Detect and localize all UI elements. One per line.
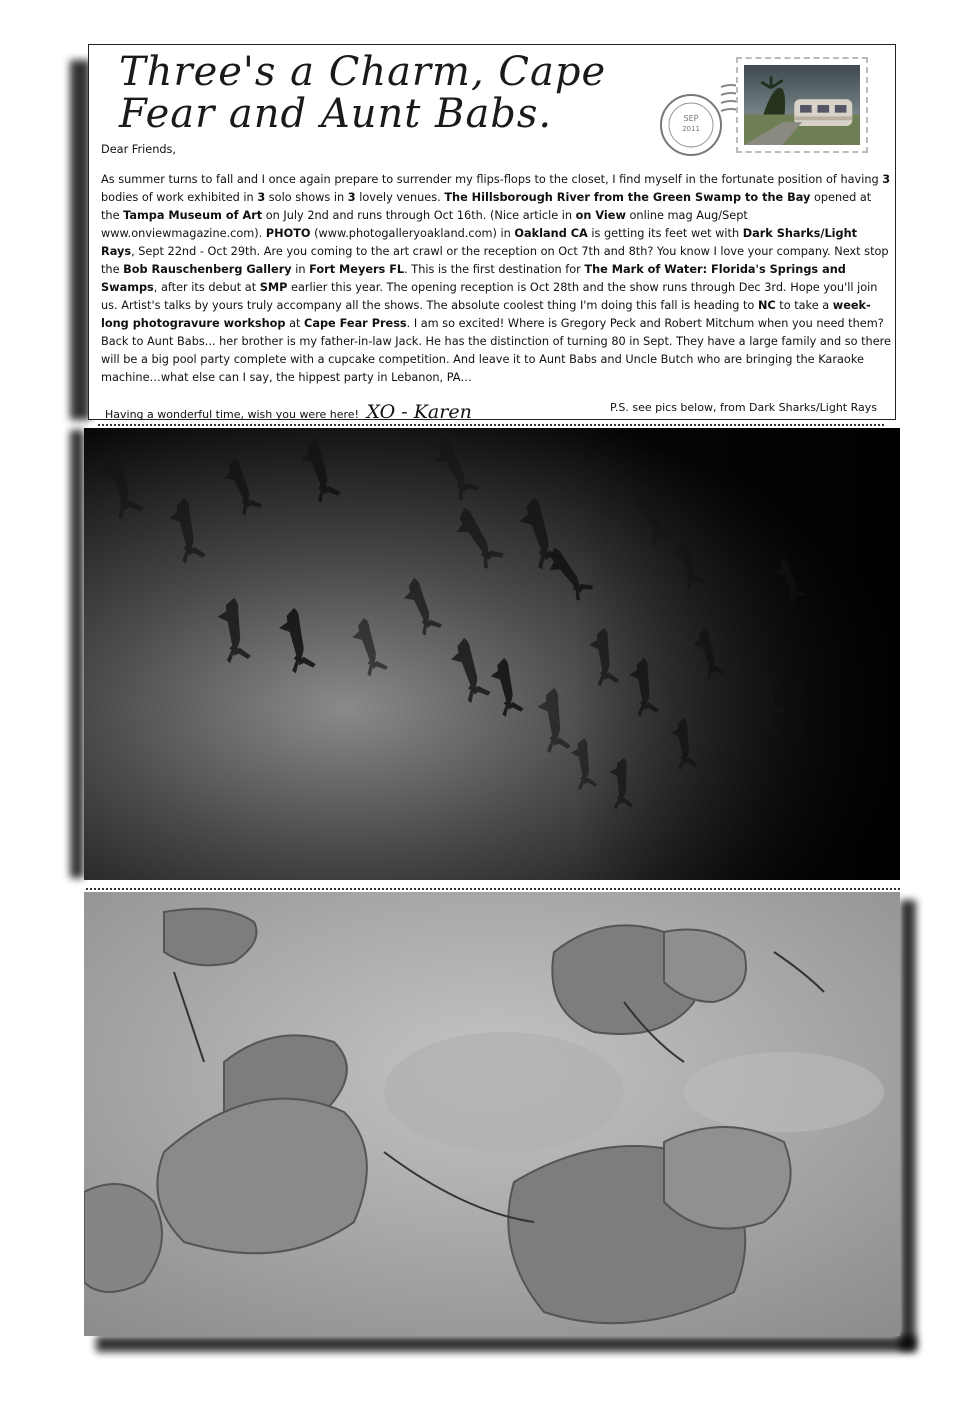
text-run: on July 2nd and runs through Oct 16th. (Nice article in <box>262 209 576 222</box>
text-run: to take a <box>775 299 833 312</box>
bold-phrase: PHOTO <box>265 227 311 240</box>
bold-phrase: NC <box>757 299 776 312</box>
text-run: . I am so excited! Where is Gregory Peck and Robert Mitchum when you need them? Back to Aunt Babs... her brother is my father-in-law Jack. He has the distinction of turning 80 in Sept. They have a large family and so there will be a big pool party complete with a cupcake competition. And leave it to Aunt Babs and Uncle Butch who are bringing the Karaoke machine…what else can I say, the hippest party in Lebanon, PA… <box>101 317 891 384</box>
greeting: Dear Friends, <box>101 143 177 156</box>
trailer-stamp-icon <box>736 57 868 153</box>
bold-phrase: Fort Meyers FL <box>309 263 405 276</box>
bold-phrase: The Hillsborough River from the Green Swamp to the Bay <box>444 191 811 204</box>
svg-text:2011: 2011 <box>682 125 700 133</box>
photo1-shadow <box>70 430 84 878</box>
letter-body <box>101 141 891 387</box>
photo2-shadow <box>96 1336 916 1352</box>
hammerhead-sharks-photo <box>84 428 900 880</box>
stingrays-photo <box>84 892 900 1336</box>
svg-text:SEP: SEP <box>683 114 699 123</box>
bold-phrase: on View <box>575 209 626 222</box>
text-run: earlier this year. The opening reception is Oct 28th and the show runs through Dec 3rd. Hope you'll join us. Artist's talks by yours truly accompany all the shows. The absolute coolest thing I'm doing this fall is heading to <box>101 281 878 312</box>
bold-phrase: week-long photogravure workshop <box>101 299 871 330</box>
bold-phrase: Bob Rauschenberg Gallery <box>123 263 292 276</box>
perforation-bottom <box>86 888 900 890</box>
postscript: P.S. see pics below, from Dark Sharks/Light Rays <box>609 401 877 414</box>
text-run: As summer turns to fall and I once again prepare to surrender my flips-flops to the closet, I find myself in the fortunate position of having <box>101 173 883 186</box>
text-run: is getting its feet wet with <box>587 227 743 240</box>
bold-phrase: 3 <box>257 191 266 204</box>
bold-phrase: The Mark of Water: Florida's Springs and Swamps <box>101 263 846 294</box>
sharks-scene <box>84 428 900 880</box>
closing-line <box>105 401 472 423</box>
photo2-side-shadow <box>900 900 916 1350</box>
text-run: (www.photogalleryoakland.com) in <box>310 227 515 240</box>
text-run: solo shows in <box>265 191 348 204</box>
postcard <box>88 44 896 423</box>
bold-phrase: Dark Sharks/Light Rays <box>101 227 858 258</box>
text-run: , after its debut at <box>153 281 260 294</box>
bold-phrase: 3 <box>347 191 356 204</box>
bold-phrase: 3 <box>882 173 891 186</box>
text-run: lovely venues. <box>355 191 445 204</box>
bold-phrase: Cape Fear Press <box>304 317 407 330</box>
text-run: , Sept 22nd - Oct 29th. Are you coming to the art crawl or the reception on Oct 7th and 8th? You know I love your company. Next stop the <box>101 245 889 276</box>
bold-phrase: Oakland CA <box>514 227 588 240</box>
text-run: bodies of work exhibited in <box>101 191 258 204</box>
bold-phrase: SMP <box>259 281 288 294</box>
text-run: opened at the <box>101 191 872 222</box>
closing-text: Having a wonderful time, wish you were here! <box>105 408 359 421</box>
card-shadow <box>70 60 90 420</box>
perforation-top <box>98 424 884 426</box>
signature: XO - Karen <box>366 401 472 423</box>
text-run: in <box>291 263 310 276</box>
text-run: online mag Aug/Sept www.onviewmagazine.com). <box>101 209 748 240</box>
postcard-title: Three's a Charm, Cape Fear and Aunt Babs. <box>119 49 607 137</box>
letter-paragraph <box>101 171 891 387</box>
bold-phrase: Tampa Museum of Art <box>123 209 263 222</box>
text-run: . This is the first destination for <box>404 263 585 276</box>
stingrays-scene <box>84 892 900 1336</box>
text-run: at <box>285 317 305 330</box>
